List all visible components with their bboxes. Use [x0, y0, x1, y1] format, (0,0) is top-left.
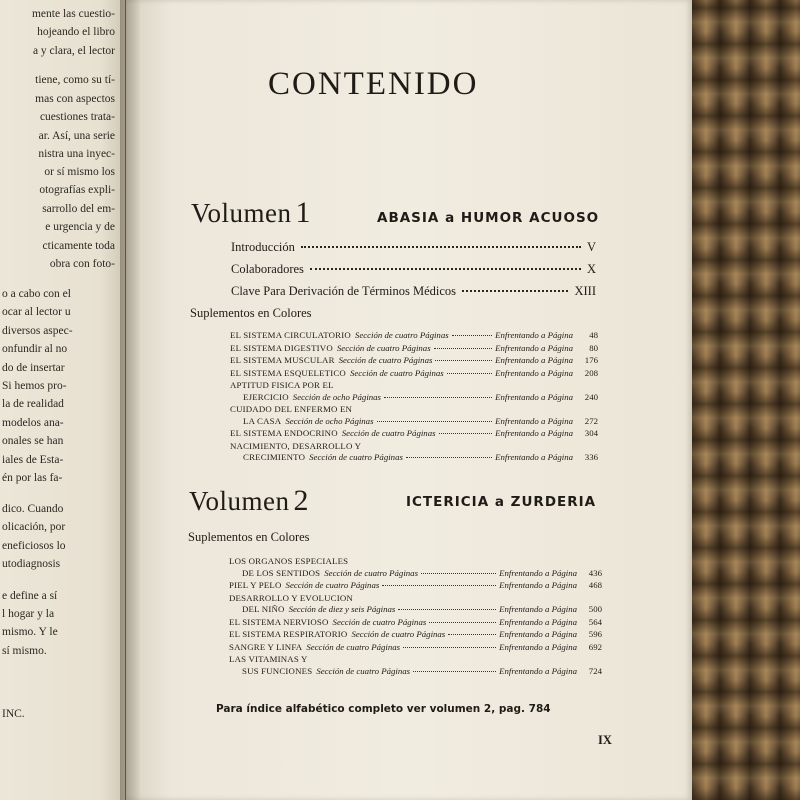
supplement-entry	[230, 368, 598, 378]
supplement-entry	[243, 416, 598, 426]
left-page-line: do de insertar	[2, 362, 65, 374]
left-page-line: iales de Esta-	[2, 454, 64, 466]
entry-section: Sección de cuatro Páginas	[324, 567, 418, 578]
dot-leader	[439, 433, 493, 434]
entry-title: EL SISTEMA RESPIRATORIO	[229, 629, 348, 639]
dot-leader	[413, 671, 496, 672]
entry-page: 596	[588, 629, 602, 639]
entry-page: 304	[584, 428, 598, 438]
entry-page: 208	[584, 367, 598, 378]
entry-title: DEL NIÑO	[242, 604, 285, 614]
entry-section: Sección de ocho Páginas	[292, 391, 381, 402]
left-page-line: diversos aspec-	[2, 325, 73, 337]
entry-title: CRECIMIENTO	[243, 452, 306, 462]
entry-title: EL SISTEMA DIGESTIVO	[230, 342, 333, 353]
entry-title-line: DESARROLLO Y EVOLUCION	[229, 592, 353, 603]
left-page-line: ar. Así, una serie	[38, 130, 115, 142]
intro-item-page: X	[586, 262, 596, 276]
supplement-entry	[229, 642, 602, 652]
entry-facing: Enfrentando a Página	[495, 452, 573, 462]
left-page-line: dico. Cuando	[2, 503, 64, 515]
volume-2-heading	[189, 484, 309, 518]
page-title: CONTENIDO	[268, 66, 479, 102]
entry-page: 336	[584, 452, 598, 462]
intro-item-label: Clave Para Derivación de Términos Médicos	[231, 284, 457, 298]
entry-title: EL SISTEMA ESQUELETICO	[230, 367, 346, 378]
wicker-background	[690, 0, 800, 800]
volume-2-supplements-heading: Suplementos en Colores	[188, 530, 310, 544]
entry-section: Sección de diez y seis Páginas	[288, 604, 396, 614]
left-page-line: hojeando el libro	[37, 26, 115, 38]
left-page-line: onales se han	[2, 435, 64, 447]
entry-facing: Enfrentando a Página	[495, 391, 573, 402]
entry-facing: Enfrentando a Página	[499, 604, 577, 614]
entry-facing: Enfrentando a Página	[495, 428, 573, 438]
volume-1-supplements-heading: Suplementos en Colores	[190, 306, 312, 320]
dot-leader	[377, 421, 493, 422]
entry-title-line: NACIMIENTO, DESARROLLO Y	[230, 440, 362, 451]
left-page-line: l hogar y la	[2, 608, 55, 620]
entry-facing: Enfrentando a Página	[495, 415, 573, 426]
left-page-line: sí mismo.	[2, 645, 47, 657]
volume-1-number: 1	[295, 196, 311, 229]
intro-item	[231, 284, 596, 299]
page-gutter	[120, 0, 140, 800]
volume-2-number: 2	[293, 484, 309, 517]
entry-section: Sección de cuatro Páginas	[332, 616, 427, 627]
supplement-entry	[242, 666, 602, 676]
left-page-line: Si hemos pro-	[2, 380, 67, 392]
left-page	[0, 0, 125, 800]
supplement-entry	[243, 452, 598, 462]
dot-leader	[382, 585, 496, 586]
dot-leader	[406, 457, 492, 458]
entry-section: Sección de cuatro Páginas	[351, 629, 446, 639]
left-page-line: ocar al lector u	[2, 306, 71, 318]
left-page-line: or sí mismo los	[44, 166, 115, 178]
entry-section: Sección de cuatro Páginas	[338, 355, 433, 365]
left-page-line: a y clara, el lector	[32, 45, 115, 57]
volume-1-heading	[191, 196, 311, 230]
supplement-entry	[242, 604, 602, 614]
intro-item-label: Introducción	[231, 240, 295, 254]
left-page-text	[0, 0, 125, 800]
dot-leader	[310, 268, 581, 270]
left-page-line: cuestiones trata-	[39, 111, 115, 123]
entry-section: Sección de cuatro Páginas	[349, 367, 444, 378]
left-page-line: olicación, por	[2, 521, 66, 533]
entry-section: Sección de ocho Páginas	[285, 415, 374, 426]
entry-title: SANGRE Y LINFA	[229, 641, 303, 652]
supplement-entry	[230, 355, 598, 365]
entry-facing: Enfrentando a Página	[495, 355, 573, 365]
left-page-line: INC.	[2, 708, 25, 720]
entry-title-line: APTITUD FISICA POR EL	[230, 380, 334, 390]
dot-leader	[448, 634, 496, 635]
entry-page: 436	[588, 567, 602, 578]
index-note: Para índice alfabético completo ver volumen 2, pag. 784	[216, 703, 551, 715]
intro-item	[231, 262, 596, 277]
entry-title: EJERCICIO	[243, 391, 289, 402]
page-number: IX	[598, 733, 612, 747]
dot-leader	[398, 609, 496, 610]
supplement-entry	[242, 568, 602, 578]
entry-title: EL SISTEMA CIRCULATORIO	[230, 330, 351, 340]
entry-title: SUS FUNCIONES	[242, 665, 313, 676]
entry-section: Sección de cuatro Páginas	[341, 428, 436, 438]
dot-leader	[403, 647, 496, 648]
entry-facing: Enfrentando a Página	[499, 567, 577, 578]
entry-title: EL SISTEMA NERVIOSO	[229, 616, 329, 627]
entry-facing: Enfrentando a Página	[495, 330, 573, 340]
entry-page: 240	[584, 391, 598, 402]
volume-1-range: ABASIA a HUMOR ACUOSO	[377, 210, 600, 226]
dot-leader	[421, 573, 496, 574]
volume-2-name: Volumen	[189, 486, 290, 516]
entry-page: 176	[584, 355, 598, 365]
entry-page: 564	[588, 616, 602, 627]
left-page-line: sarrollo del em-	[42, 203, 115, 215]
left-page-line: obra con foto-	[49, 258, 115, 270]
left-page-line: én por las fa-	[2, 472, 63, 484]
entry-facing: Enfrentando a Página	[499, 641, 577, 652]
volume-2-range: ICTERICIA a ZURDERIA	[406, 494, 597, 510]
left-page-line: mismo. Y le	[2, 626, 58, 638]
entry-title-line: LOS ORGANOS ESPECIALES	[229, 556, 349, 566]
entry-title: DE LOS SENTIDOS	[242, 567, 321, 578]
volume-1-name: Volumen	[191, 198, 292, 228]
entry-section: Sección de cuatro Páginas	[336, 342, 431, 353]
entry-page: 272	[584, 415, 598, 426]
left-page-line: la de realidad	[2, 398, 64, 410]
entry-page: 80	[589, 342, 598, 353]
supplement-entry	[230, 343, 598, 353]
supplement-entry	[230, 428, 598, 438]
supplement-entry	[243, 392, 598, 402]
dot-leader	[301, 246, 581, 248]
entry-facing: Enfrentando a Página	[499, 629, 577, 639]
supplement-entry	[229, 617, 602, 627]
entry-page: 500	[588, 604, 602, 614]
supplement-entry	[229, 580, 602, 590]
left-page-line: onfundir al no	[2, 343, 68, 355]
left-page-line: cticamente toda	[42, 240, 115, 252]
dot-leader	[434, 348, 493, 349]
left-page-line: e define a sí	[2, 590, 58, 602]
entry-section: Sección de cuatro Páginas	[309, 452, 403, 462]
dot-leader	[429, 622, 496, 623]
intro-item	[231, 240, 596, 255]
entry-title: PIEL Y PELO	[229, 580, 282, 590]
supplement-entry	[229, 629, 602, 639]
left-page-line: otografías expli-	[39, 184, 115, 196]
intro-item-label: Colaboradores	[231, 262, 304, 276]
intro-item-page: V	[586, 240, 596, 254]
left-page-line: modelos ana-	[2, 417, 64, 429]
entry-page: 724	[588, 665, 602, 676]
left-page-line: e urgencia y de	[45, 221, 115, 233]
entry-section: Sección de cuatro Páginas	[316, 665, 411, 676]
dot-leader	[462, 290, 568, 292]
entry-facing: Enfrentando a Página	[495, 367, 573, 378]
entry-title: EL SISTEMA MUSCULAR	[230, 355, 335, 365]
entry-facing: Enfrentando a Página	[499, 665, 577, 676]
intro-item-page: XIII	[574, 284, 596, 298]
dot-leader	[435, 360, 492, 361]
entry-section: Sección de cuatro Páginas	[306, 641, 401, 652]
entry-title: LA CASA	[243, 415, 282, 426]
entry-page: 692	[588, 641, 602, 652]
entry-section: Sección de cuatro Páginas	[285, 580, 380, 590]
dot-leader	[384, 397, 492, 398]
left-page-line: tiene, como su tí-	[35, 74, 115, 86]
entry-title-line: LAS VITAMINAS Y	[229, 654, 308, 664]
left-page-line: mas con aspectos	[35, 93, 115, 105]
dot-leader	[452, 335, 492, 336]
entry-title: EL SISTEMA ENDOCRINO	[230, 428, 338, 438]
left-page-line: o a cabo con el	[2, 288, 71, 300]
left-page-line: eneficiosos lo	[2, 540, 66, 552]
left-page-line: mente las cuestio-	[31, 8, 115, 20]
supplement-entry	[230, 330, 598, 340]
entry-title-line: CUIDADO DEL ENFERMO EN	[230, 404, 353, 414]
left-page-line: nistra una inyec-	[38, 148, 115, 160]
entry-facing: Enfrentando a Página	[499, 616, 577, 627]
left-page-line: utodiagnosis	[2, 558, 61, 570]
entry-page: 468	[588, 580, 602, 590]
entry-facing: Enfrentando a Página	[495, 342, 573, 353]
dot-leader	[447, 373, 492, 374]
entry-facing: Enfrentando a Página	[499, 580, 577, 590]
entry-page: 48	[589, 330, 598, 340]
entry-section: Sección de cuatro Páginas	[354, 330, 449, 340]
